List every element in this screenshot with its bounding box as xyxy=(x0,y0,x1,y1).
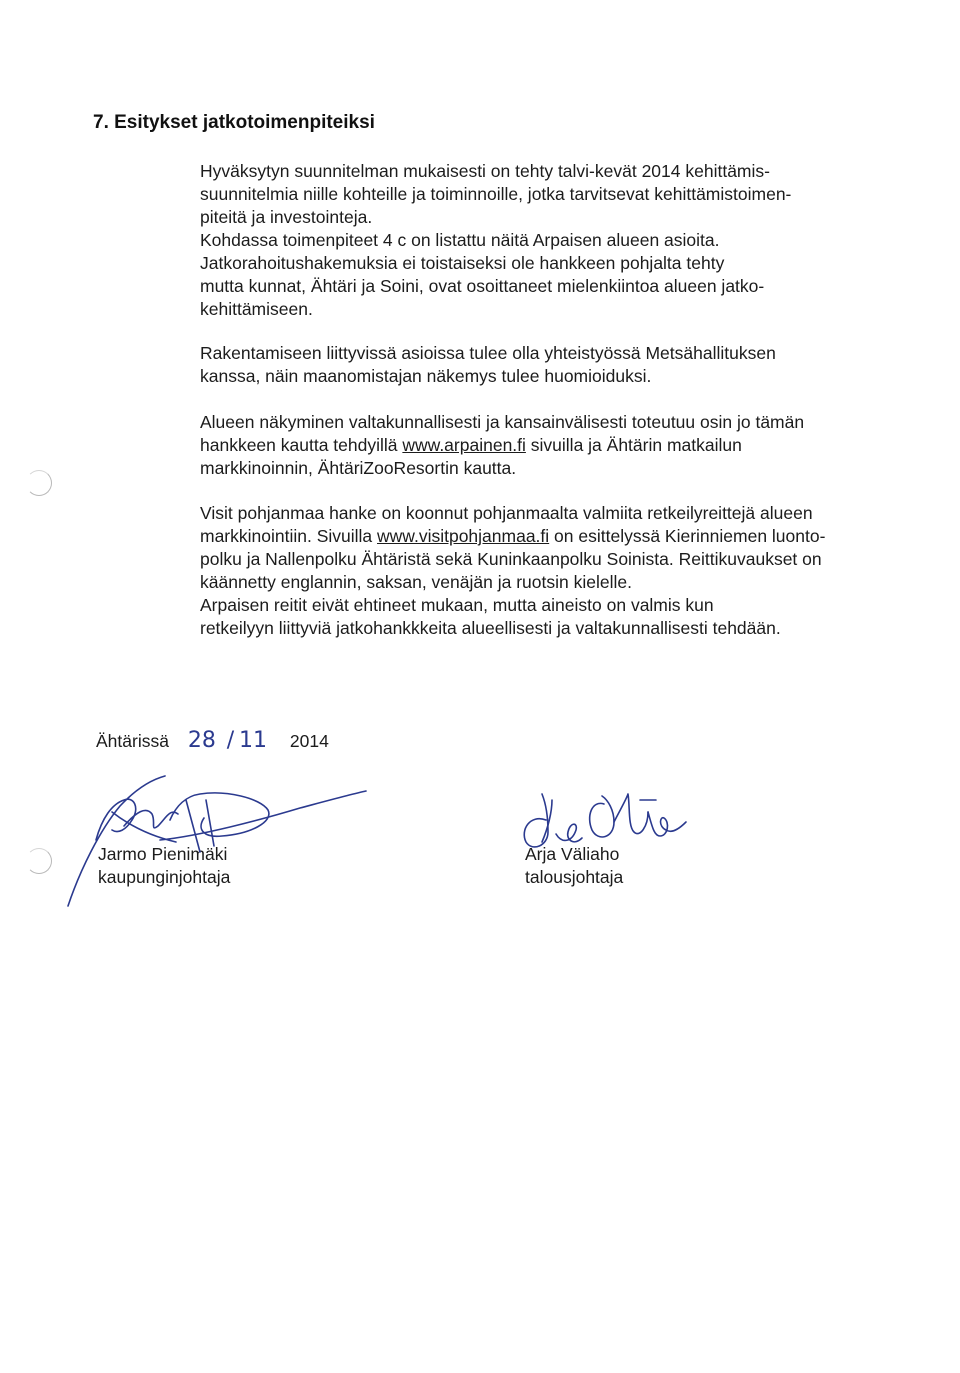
text-line: käännetty englannin, saksan, venäjän ja ruotsin kielelle. xyxy=(200,572,632,592)
signature-right xyxy=(524,794,686,847)
text-line xyxy=(200,525,900,548)
signatory-name: Jarmo Pienimäki xyxy=(98,844,228,864)
handwritten-day: 28 xyxy=(187,728,216,753)
section-heading: 7. Esitykset jatkotoimenpiteiksi xyxy=(93,112,375,133)
signatory-title: talousjohtaja xyxy=(525,867,624,887)
text-line: kanssa, näin maanomistajan näkemys tulee huomioiduksi. xyxy=(200,366,652,386)
signing-date-line xyxy=(96,728,329,753)
signatory-left xyxy=(98,843,230,889)
text-line: Hyväksytyn suunnitelman mukaisesti on tehty talvi-kevät 2014 kehittämis- xyxy=(200,161,770,181)
text-line: piteitä ja investointeja. xyxy=(200,207,373,227)
signing-year: 2014 xyxy=(289,731,329,751)
paragraph-construction xyxy=(200,342,900,388)
text-line: polku ja Nallenpolku Ähtäristä sekä Kuninkaanpolku Soinista. Reittikuvaukset on xyxy=(200,549,822,569)
punch-hole-mark xyxy=(26,470,52,496)
text-line: Visit pohjanmaa hanke on koonnut pohjanmaalta valmiita retkeilyreittejä alueen xyxy=(200,503,813,523)
text-fragment: on esittelyssä Kierinniemen luonto- xyxy=(549,526,826,546)
text-line: suunnitelmia niille kohteille ja toiminnoille, jotka tarvitsevat kehittämistoimen- xyxy=(200,184,792,204)
text-line: Rakentamiseen liittyvissä asioissa tulee olla yhteistyössä Metsähallituksen xyxy=(200,343,776,363)
text-fragment: hankkeen kautta tehdyillä xyxy=(200,435,403,455)
signatory-right xyxy=(525,843,623,889)
arpainen-link[interactable]: www.arpainen.fi xyxy=(402,435,526,455)
signing-place: Ähtärissä xyxy=(96,731,169,751)
text-line: Alueen näkyminen valtakunnallisesti ja kansainvälisesti toteutuu osin jo tämän xyxy=(200,412,805,432)
signatory-title: kaupunginjohtaja xyxy=(98,867,231,887)
paragraph-visibility xyxy=(200,411,900,480)
punch-hole-mark xyxy=(26,848,52,874)
handwritten-month: 11 xyxy=(239,728,267,753)
text-line: Kohdassa toimenpiteet 4 c on listattu näitä Arpaisen alueen asioita. xyxy=(200,230,720,250)
paragraph-visit-pohjanmaa xyxy=(200,502,900,640)
paragraph-development-plans xyxy=(200,160,900,321)
text-line: Jatkorahoitushakemuksia ei toistaiseksi ole hankkeen pohjalta tehty xyxy=(200,253,725,273)
date-separator: / xyxy=(226,728,235,753)
text-line: markkinoinnin, ÄhtäriZooResortin kautta. xyxy=(200,458,517,478)
text-line: retkeilyyn liittyviä jatkohankkkeita alueellisesti ja valtakunnallisesti tehdään. xyxy=(200,618,781,638)
visitpohjanmaa-link[interactable]: www.visitpohjanmaa.fi xyxy=(377,526,550,546)
signatory-name: Arja Väliaho xyxy=(525,844,620,864)
text-line: kehittämiseen. xyxy=(200,299,313,319)
text-line xyxy=(200,434,900,457)
text-line: mutta kunnat, Ähtäri ja Soini, ovat osoittaneet mielenkiintoa alueen jatko- xyxy=(200,276,765,296)
text-fragment: sivuilla ja Ähtärin matkailun xyxy=(525,435,742,455)
text-line: Arpaisen reitit eivät ehtineet mukaan, mutta aineisto on valmis kun xyxy=(200,595,714,615)
text-fragment: markkinointiin. Sivuilla xyxy=(200,526,378,546)
